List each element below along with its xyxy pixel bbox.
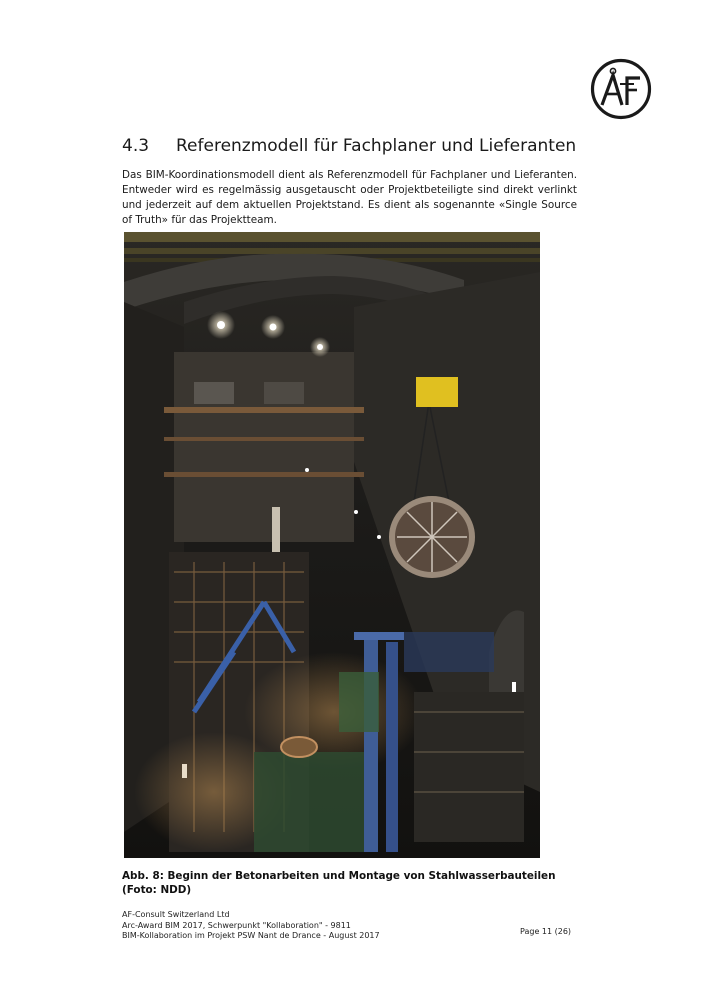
body-paragraph: Das BIM-Koordinationsmodell dient als Referenzmodell für Fachplaner und Lieferanten. Entweder wird es regelmässig ausgetauscht oder Projektbeteiligte sind direkt verlinkt und jederzeit auf dem aktuellen Projektstand. Es dient als sogenannte «Single Source of Truth» für das Projektteam.	[122, 169, 577, 226]
page-number: Page 11 (26)	[520, 927, 572, 936]
footer-project: BIM-Kollaboration im Projekt PSW Nant de Drance - August 2017	[122, 931, 380, 940]
footer-company: AF-Consult Switzerland Ltd	[122, 910, 230, 919]
figure-caption: Abb. 8: Beginn der Betonarbeiten und Montage von Stahlwasserbauteilen (Foto: NDD)	[122, 870, 556, 896]
section-number: 4.3	[122, 136, 150, 156]
af-company-logo-icon	[590, 58, 652, 120]
page-footer	[122, 910, 380, 942]
section-heading	[122, 136, 576, 156]
footer-award: Arc-Award BIM 2017, Schwerpunkt "Kollaboration" - 9811	[122, 920, 351, 930]
section-title: Referenzmodell für Fachplaner und Lieferanten	[176, 136, 577, 156]
construction-site-photo	[124, 232, 540, 858]
